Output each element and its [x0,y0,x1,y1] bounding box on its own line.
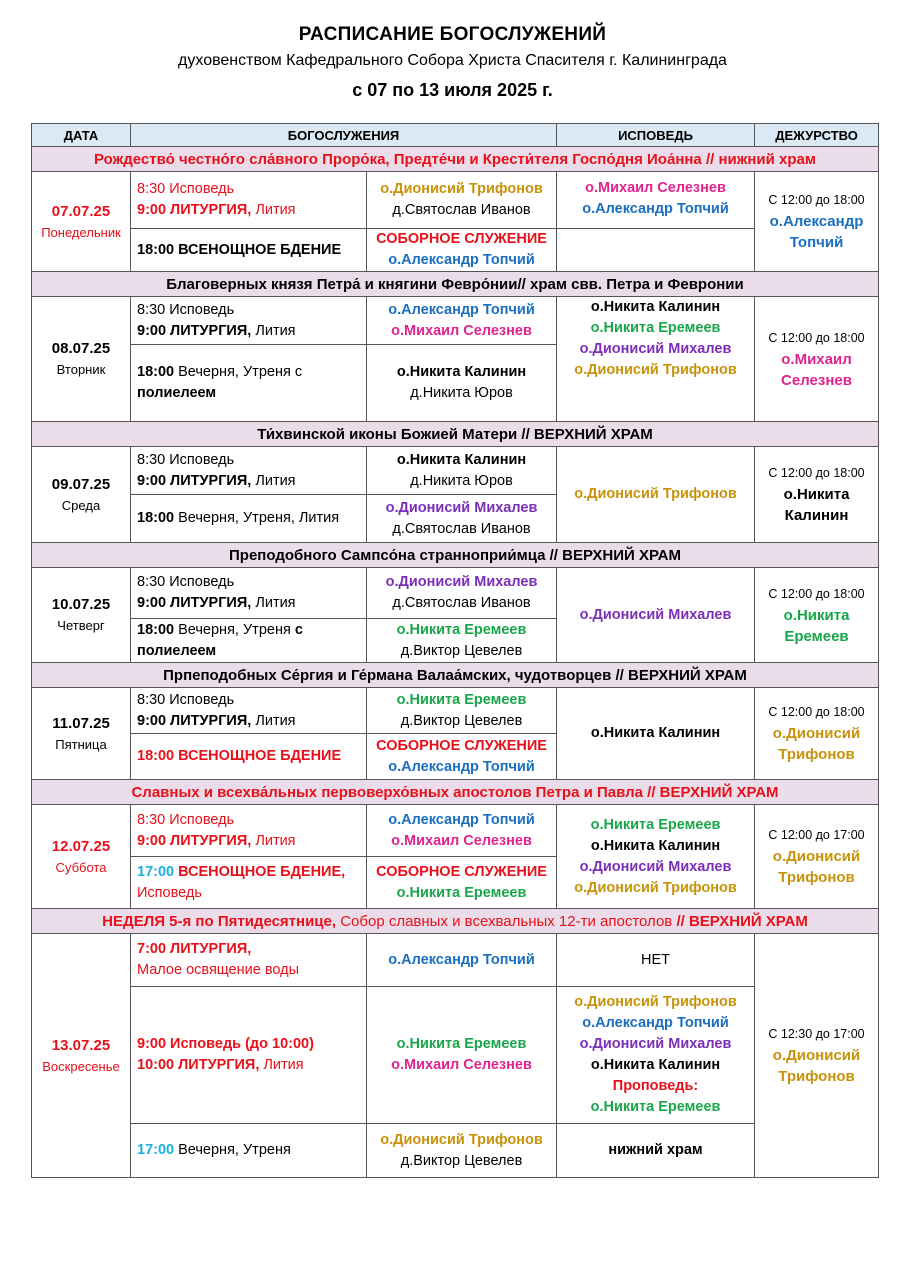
clergy-cell [367,734,557,780]
service-line: 17:00 [137,863,175,880]
date: 12.07.25 [51,837,111,855]
clergy-cell: о.Александр Топчий [367,934,557,987]
duty-name: о.Михаил Селезнев [781,350,852,389]
confessor-name: о.Дионисий Михалев [579,1036,732,1052]
service-line: Вечерня, Утреня [174,1142,291,1158]
clergy-name: о.Михаил Селезнев [391,1057,532,1073]
service-line: 18:00 [137,510,175,526]
duty-name: о.Никита Еремеев [783,606,850,645]
confessor-name: о.Никита Калинин [590,299,721,315]
clergy-cell [367,619,557,663]
duty-cell [755,447,879,543]
clergy-name: СОБОРНОЕ СЛУЖЕНИЕ [376,231,547,247]
service-line: Лития [251,595,296,611]
clergy-name: о.Александр Топчий [388,811,535,828]
duty-cell [755,805,879,909]
service-line: 9:00 ЛИТУРГИЯ, [137,202,252,218]
service-line: 8:30 Исповедь [137,574,235,590]
service-line: Вечерня, Утреня [174,621,295,638]
clergy-cell [367,987,557,1124]
date-cell [32,447,131,543]
clergy-cell [367,345,557,422]
confession-cell: о.Дионисий Трифонов [557,447,755,543]
clergy-cell [367,447,557,495]
duty-time: С 12:00 до 18:00 [768,586,865,601]
clergy-name: о.Никита Калинин [396,364,527,380]
service-line: 9:00 ЛИТУРГИЯ, [137,472,252,489]
service-cell: 18:00 ВСЕНОЩНОЕ БДЕНИЕ [131,229,367,272]
weekday: Четверг [57,618,105,633]
duty-time: С 12:00 до 17:00 [768,828,865,842]
clergy-name: о.Никита Еремеев [396,1036,527,1052]
service-line: Лития [251,472,296,489]
service-cell [131,495,367,543]
confession-cell: о.Дионисий Михалев [557,568,755,663]
clergy-name: о.Никита Еремеев [396,691,527,708]
service-line: полиелеем [137,642,217,659]
duty-time: С 12:30 до 17:00 [768,1027,865,1041]
date: 07.07.25 [51,202,111,220]
clergy-name: о.Михаил Селезнев [391,832,532,849]
service-cell [131,345,367,422]
feast-title: Рождество́ честно́го сла́вного Проро́ка, Предте́чи и Крести́теля Госпо́дня Иоа́нна // нижний храм [32,147,879,172]
weekday: Суббота [55,859,107,875]
confession-cell: о.Никита Калинин [557,688,755,780]
service-line: Вечерня, Утреня, Лития [174,510,340,526]
confessor-name: о.Михаил Селезнев [585,180,726,196]
feast-title-part: НЕДЕЛЯ 5-я по Пятидесятнице, [102,912,337,930]
feast-title: Преподобного Сампсо́на странноприи́мца // ВЕРХНИЙ ХРАМ [32,543,879,568]
sermon-label: Проповедь: [612,1078,699,1094]
duty-cell [755,688,879,780]
service-cell [131,297,367,345]
duty-time: С 12:00 до 18:00 [768,193,865,207]
confession-cell [557,297,755,422]
clergy-name: о.Дионисий Трифонов [380,181,543,197]
feast-title: Прпеподобных Се́ргия и Ге́рмана Валаа́мских, чудотворцев // ВЕРХНИЙ ХРАМ [32,663,879,688]
duty-cell [755,568,879,663]
service-line: Вечерня, Утреня с [174,364,303,380]
service-line: Лития [251,832,296,849]
clergy-cell [367,495,557,543]
duty-time: С 12:00 до 18:00 [768,330,865,345]
duty-name: о.Никита Калинин [783,486,850,524]
feast-title [32,909,879,934]
confessor-name: о.Александр Топчий [582,201,729,217]
service-cell: 18:00 ВСЕНОЩНОЕ БДЕНИЕ [131,734,367,780]
clergy-name: д.Святослав Иванов [392,595,531,611]
confessor-name: о.Никита Калинин [590,837,721,854]
date-cell [32,568,131,663]
clergy-name: д.Никита Юров [410,385,513,401]
service-cell [131,172,367,229]
table-header [32,124,879,147]
feast-title-part: Собор славных и всехвальных 12-ти апостолов [336,912,677,930]
clergy-name: о.Никита Еремеев [396,621,527,638]
date-cell [32,297,131,422]
service-cell [131,447,367,495]
confessor-name: о.Дионисий Михалев [579,858,732,875]
weekday: Понедельник [41,224,121,240]
service-line: 18:00 [137,364,175,380]
clergy-name: о.Дионисий Михалев [385,499,538,516]
confessor-name: о.Дионисий Михалев [579,341,732,357]
clergy-cell [367,805,557,857]
confession-cell [557,987,755,1124]
feast-title: Благоверных князя Петра́ и княгини Февро́нии// храм свв. Петра и Февронии [32,272,879,297]
clergy-name: о.Дионисий Трифонов [380,1131,543,1148]
confessor-name: о.Никита Еремеев [590,320,721,336]
service-line: Лития [259,1057,304,1073]
clergy-name: д.Виктор Цевелев [400,712,523,729]
service-cell [131,805,367,857]
service-line: Лития [251,712,296,729]
clergy-name: о.Александр Топчий [388,758,535,775]
preacher-name: о.Никита Еремеев [590,1099,721,1115]
clergy-cell [367,229,557,272]
service-cell [131,568,367,619]
service-line: 9:00 ЛИТУРГИЯ, [137,322,252,339]
service-cell [131,619,367,663]
service-line: Исповедь [137,884,202,901]
confession-cell: НЕТ [557,934,755,987]
service-line: 7:00 ЛИТУРГИЯ, [137,941,252,957]
confessor-name: о.Никита Еремеев [590,816,721,833]
duty-cell [755,934,879,1178]
duty-name: о.Дионисий Трифонов [772,1047,861,1085]
service-line: 8:30 Исповедь [137,451,235,468]
service-line: 9:00 Исповедь (до 10:00) [137,1036,314,1052]
confession-cell [557,172,755,229]
date: 08.07.25 [51,340,111,357]
date-cell [32,172,131,272]
clergy-name: о.Михаил Селезнев [391,322,532,339]
confessor-name: о.Александр Топчий [582,1015,729,1031]
clergy-name: д.Виктор Цевелев [400,1152,523,1169]
page-title: РАСПИСАНИЕ БОГОСЛУЖЕНИЙ [298,24,607,45]
clergy-name: СОБОРНОЕ СЛУЖЕНИЕ [376,737,547,754]
duty-name: о.Александр Топчий [769,213,864,251]
weekday: Пятница [55,736,107,752]
weekday: Среда [61,497,101,513]
clergy-cell [367,172,557,229]
clergy-name: д.Святослав Иванов [392,520,531,537]
service-line: 8:30 Исповедь [137,301,235,318]
clergy-name: д.Никита Юров [410,472,513,489]
duty-time: С 12:00 до 18:00 [768,705,865,719]
date-range: с 07 по 13 июля 2025 г. [352,80,553,100]
clergy-name: СОБОРНОЕ СЛУЖЕНИЕ [376,863,547,880]
service-line: 8:30 Исповедь [137,811,235,828]
duty-name: о.Дионисий Трифонов [772,848,861,886]
service-line: полиелеем [137,385,217,401]
confessor-name: о.Дионисий Трифонов [574,879,737,896]
clergy-cell [367,688,557,734]
confessor-name: о.Дионисий Трифонов [574,994,737,1010]
service-line: Лития [251,322,296,339]
date: 10.07.25 [51,596,111,613]
feast-title-part: // ВЕРХНИЙ ХРАМ [676,912,808,930]
service-line: 18:00 [137,621,175,638]
page-subtitle: духовенством Кафедрального Собора Христа Спасителя г. Калининграда [178,52,727,69]
schedule-table [31,123,879,1178]
service-line: 9:00 ЛИТУРГИЯ, [137,832,252,849]
service-line: 8:30 Исповедь [137,181,235,197]
clergy-cell [367,297,557,345]
clergy-name: д.Святослав Иванов [392,202,531,218]
service-line: Малое освящение воды [137,962,299,978]
col-duty: ДЕЖУРСТВО [755,124,879,147]
date-cell [32,805,131,909]
service-cell [131,688,367,734]
clergy-cell [367,857,557,909]
col-services: БОГОСЛУЖЕНИЯ [131,124,557,147]
confession-cell [557,805,755,909]
clergy-name: о.Дионисий Михалев [385,574,538,590]
clergy-name: о.Никита Еремеев [396,884,527,901]
date-cell [32,688,131,780]
feast-title: Ти́хвинской иконы Божией Матери // ВЕРХНИЙ ХРАМ [32,422,879,447]
service-line: ВСЕНОЩНОЕ БДЕНИЕ, [174,863,346,880]
duty-time: С 12:00 до 18:00 [768,466,865,480]
clergy-name: д.Виктор Цевелев [400,642,523,659]
clergy-name: о.Александр Топчий [388,252,535,268]
confession-cell [557,229,755,272]
confessor-name: о.Никита Калинин [590,1057,721,1073]
service-line: с [294,621,303,638]
confession-cell: нижний храм [557,1124,755,1178]
weekday: Вторник [56,362,106,377]
service-cell [131,987,367,1124]
service-cell [131,857,367,909]
weekday: Воскресенье [42,1058,120,1074]
col-confession: ИСПОВЕДЬ [557,124,755,147]
service-cell [131,1124,367,1178]
service-line: 9:00 ЛИТУРГИЯ, [137,595,252,611]
clergy-cell [367,1124,557,1178]
service-line: 10:00 ЛИТУРГИЯ, [137,1057,260,1073]
confessor-name: о.Дионисий Трифонов [574,362,737,378]
duty-cell [755,172,879,272]
date: 11.07.25 [52,714,110,732]
date-cell [32,934,131,1178]
feast-title: Славных и всехва́льных первоверхо́вных апостолов Петра и Павла // ВЕРХНИЙ ХРАМ [32,780,879,805]
clergy-cell [367,568,557,619]
col-date: ДАТА [32,124,131,147]
service-line: 8:30 Исповедь [137,691,235,708]
date: 09.07.25 [51,475,111,493]
service-line: 9:00 ЛИТУРГИЯ, [137,712,252,729]
service-line: 17:00 [137,1142,175,1158]
clergy-name: о.Александр Топчий [388,301,535,318]
duty-name: о.Дионисий Трифонов [772,725,861,763]
service-cell [131,934,367,987]
duty-cell [755,297,879,422]
service-line: Лития [251,202,296,218]
date: 13.07.25 [51,1036,111,1054]
clergy-name: о.Никита Калинин [396,451,527,468]
